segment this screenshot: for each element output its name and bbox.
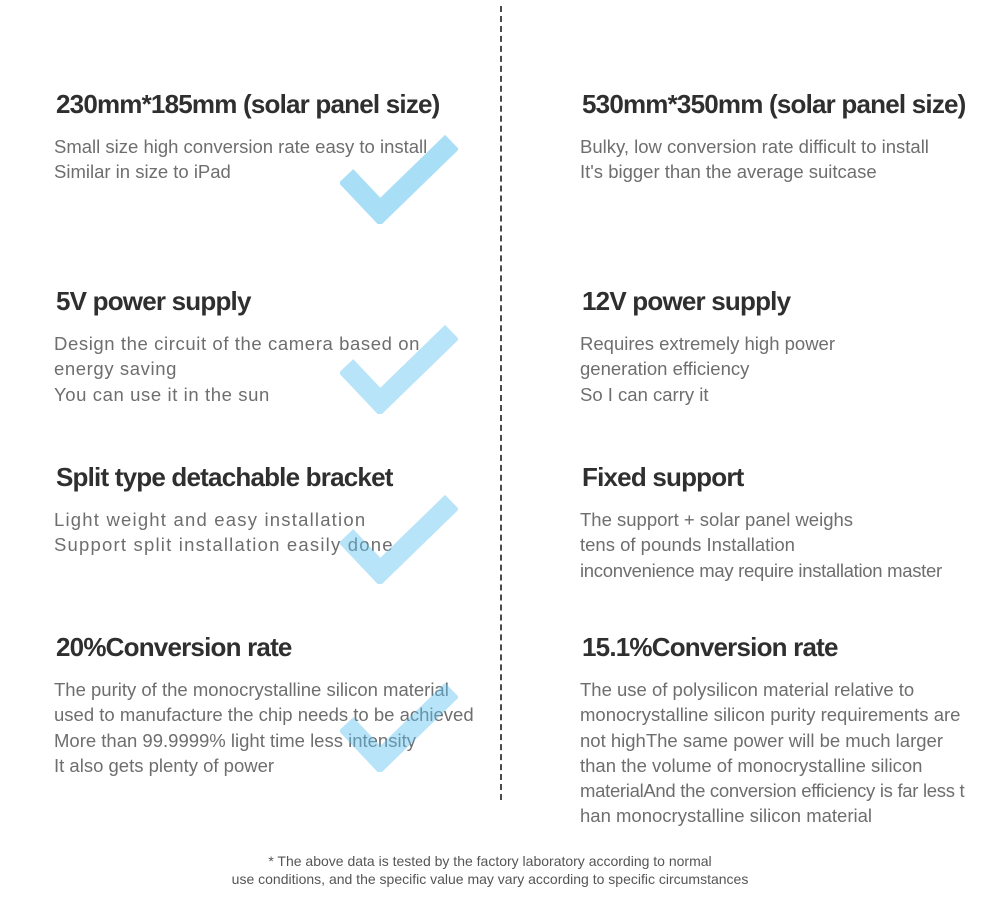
desc-line: More than 99.9999% light time less intensity (54, 729, 416, 751)
desc-line: han monocrystalline silicon material (580, 805, 873, 827)
footnote (0, 852, 980, 888)
left-item-panel-size (56, 88, 486, 185)
desc-line: Light weight and easy installation (54, 509, 367, 530)
footnote-line: use conditions, and the specific value may vary according to specific circumstances (231, 871, 749, 887)
left-item-desc (54, 134, 486, 185)
desc-line: You can use it in the sun (54, 383, 270, 405)
desc-line: So I can carry it (580, 383, 709, 405)
desc-line: generation efficiency (580, 358, 750, 380)
center-divider (500, 6, 502, 800)
desc-line: It also gets plenty of power (54, 754, 275, 776)
left-item-title: 20%Conversion rate (56, 632, 292, 662)
desc-line: The use of polysilicon material relative to (580, 679, 915, 700)
right-item-desc (580, 507, 992, 583)
right-item-title: 12V power supply (582, 286, 791, 316)
desc-line: The purity of the monocrystalline silicon material (54, 679, 449, 700)
right-item-panel-size (582, 88, 992, 185)
left-item-bracket (56, 461, 486, 558)
left-item-conversion-rate (56, 631, 486, 778)
desc-line: tens of pounds Installation (580, 534, 795, 556)
right-item-desc (580, 677, 992, 829)
left-item-desc (54, 331, 486, 407)
left-item-title: Split type detachable bracket (56, 462, 393, 492)
desc-line: inconvenience may require installation master (580, 559, 942, 581)
desc-line: Requires extremely high power (580, 333, 836, 354)
desc-line: not highThe same power will be much larger (580, 729, 943, 751)
left-item-power-supply (56, 285, 486, 407)
desc-line: energy saving (54, 358, 177, 380)
right-item-power-supply (582, 285, 992, 407)
left-item-title: 5V power supply (56, 286, 251, 316)
footnote-line: * The above data is tested by the factory laboratory according to normal (268, 853, 712, 869)
desc-line: Support split installation easily done (54, 534, 394, 556)
right-item-desc (580, 134, 992, 185)
right-item-desc (580, 331, 992, 407)
desc-line: It's bigger than the average suitcase (580, 161, 877, 183)
right-item-title: Fixed support (582, 462, 744, 492)
desc-line: than the volume of monocrystalline silicon (580, 754, 923, 776)
desc-line: monocrystalline silicon purity requirements are (580, 704, 961, 726)
desc-line: Small size high conversion rate easy to install (54, 136, 428, 157)
left-item-desc (54, 677, 486, 778)
desc-line: Bulky, low conversion rate difficult to install (580, 136, 929, 157)
right-item-conversion-rate (582, 631, 992, 829)
desc-line: Design the circuit of the camera based on (54, 333, 421, 354)
desc-line: materialAnd the conversion efficiency is far less t (580, 780, 965, 802)
right-item-support (582, 461, 992, 583)
right-item-title: 530mm*350mm (solar panel size) (582, 89, 966, 119)
left-item-title: 230mm*185mm (solar panel size) (56, 89, 440, 119)
right-item-title: 15.1%Conversion rate (582, 632, 838, 662)
desc-line: Similar in size to iPad (54, 161, 231, 183)
left-item-desc (54, 507, 486, 558)
desc-line: The support + solar panel weighs (580, 509, 854, 530)
desc-line: used to manufacture the chip needs to be achieved (54, 704, 474, 726)
